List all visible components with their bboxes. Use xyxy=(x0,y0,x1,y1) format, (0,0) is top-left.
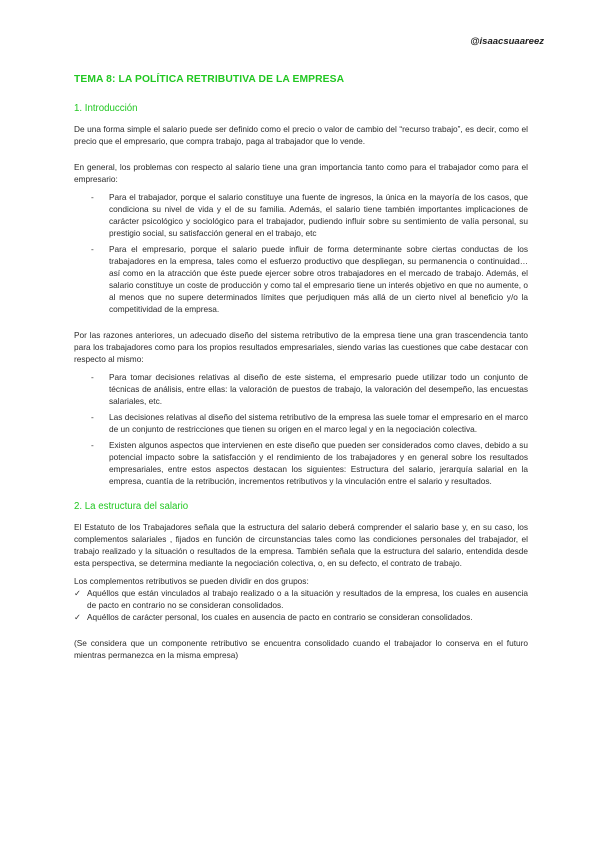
checkmark-icon: ✓ xyxy=(74,612,81,622)
list-item xyxy=(74,191,528,239)
list-item-text: Aquéllos que están vinculados al trabajo realizado o a la situación y resultados de la empresa, los cuales en ausencia de pacto en contrario no se consideran consolidados. xyxy=(87,588,528,610)
dash-bullet: - xyxy=(91,192,94,202)
checkmark-icon: ✓ xyxy=(74,588,81,598)
list-item-text: Para el trabajador, porque el salario constituye una fuente de ingresos, la única en la mayoría de los casos, que condiciona su nivel de vida y el de su familia. Además, el salario tiene también importantes implicaciones de carácter psicológico y sociológico para el trabajador, pudiendo influir sobre su sentimiento de valía personal, su prestigio social, su satisfacción general en el trabajo, etc xyxy=(109,192,528,238)
paragraph: En general, los problemas con respecto al salario tiene una gran importancia tanto como para el trabajador como para el empresario: xyxy=(74,162,528,184)
bullet-list xyxy=(74,191,528,315)
bullet-list xyxy=(74,371,528,487)
section-heading-estructura: 2. La estructura del salario xyxy=(74,501,189,512)
list-item-text: Existen algunos aspectos que intervienen en este diseño que pueden ser considerados como claves, debido a su potencial impacto sobre la satisfacción y el rendimiento de los trabajadores y en general sobre los resultados empresariales, entre estos aspectos destacan los siguientes: Estructura del salario, jerarquía salarial en la empresa, cuantía de la retribución, incrementos retributivos y la vinculación entre el salario y resultados. xyxy=(109,440,528,486)
list-item xyxy=(74,243,528,315)
list-item-text: Aquéllos de carácter personal, los cuales en ausencia de pacto en contrario se consideran consolidados. xyxy=(87,612,473,622)
paragraph: Por las razones anteriores, un adecuado diseño del sistema retributivo de la empresa tiene una gran trascendencia tanto para los trabajadores como para los propios resultados empresariales, siendo varias las cuestiones que cabe destacar con respecto al mismo: xyxy=(74,330,528,364)
list-item xyxy=(74,611,528,623)
dash-bullet: - xyxy=(91,244,94,254)
list-item-text: Para tomar decisiones relativas al diseño de este sistema, el empresario puede utilizar todo un conjunto de técnicas de análisis, entre ellas: la valoración de puestos de trabajo, la valoración del desempeño, las encuestas salariales, etc. xyxy=(109,372,528,406)
check-list xyxy=(74,587,528,623)
list-item xyxy=(74,411,528,435)
author-handle: @isaacsuaareez xyxy=(470,36,544,47)
list-item-text: Para el empresario, porque el salario puede influir de forma determinante sobre ciertas conductas de los trabajadores en la empresa, tales como el esfuerzo productivo que despliegan, su permanencia o continuidad… así como en la atracción que éste puede ejercer sobre otros trabajadores en el mercado de trabajo. Además, el salario constituye un coste de producción y como tal el empresario tiene un interés objetivo en que no aumente, o al menos que no supere determinados límites que perjudiquen más allá de un cierto nivel al beneficio y/o la competitividad de la empresa. xyxy=(109,244,528,314)
section-heading-introduccion: 1. Introducción xyxy=(74,103,138,114)
paragraph: Los complementos retributivos se pueden dividir en dos grupos: xyxy=(74,576,309,586)
paragraph: De una forma simple el salario puede ser definido como el precio o valor de cambio del “recurso trabajo”, es decir, como el precio que el empresario, que compra trabajo, paga al trabajador que lo vende. xyxy=(74,124,528,146)
paragraph: El Estatuto de los Trabajadores señala que la estructura del salario deberá comprender el salario base y, en su caso, los complementos salariales , fijados en función de circunstancias tales como las condiciones personales del trabajador, el trabajo realizado y la situación o resultados de la empresa. También señala que la estructura del salario, entendida desde esta perspectiva, se determina mediante la negociación colectiva, o, en su defecto, el contrato de trabajo. xyxy=(74,522,528,568)
list-item xyxy=(74,587,528,611)
document-body xyxy=(74,74,528,675)
list-item-text: Las decisiones relativas al diseño del sistema retributivo de la empresa las suele tomar el empresario en el marco de un conjunto de restricciones que tienen su origen en el marco legal y en la negociación colectiva. xyxy=(109,412,528,434)
note-paragraph: (Se considera que un componente retributivo se encuentra consolidado cuando el trabajador lo conserva en el futuro mientras permanezca en la misma empresa) xyxy=(74,638,528,660)
list-item xyxy=(74,371,528,407)
dash-bullet: - xyxy=(91,440,94,450)
document-title: TEMA 8: LA POLÍTICA RETRIBUTIVA DE LA EMPRESA xyxy=(74,74,345,85)
dash-bullet: - xyxy=(91,412,94,422)
dash-bullet: - xyxy=(91,372,94,382)
list-item xyxy=(74,439,528,487)
